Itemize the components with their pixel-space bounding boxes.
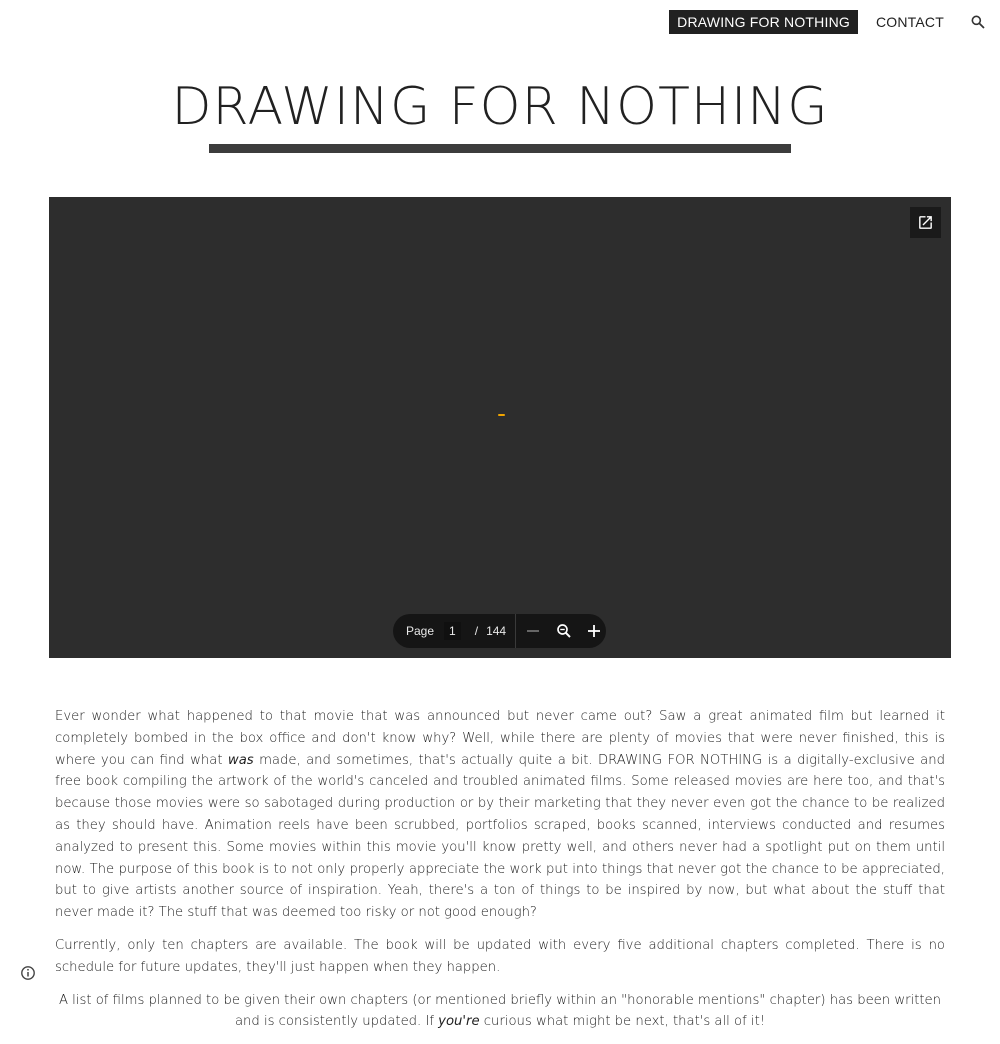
- search-icon[interactable]: [966, 10, 990, 34]
- intro-paragraph: [55, 706, 945, 924]
- page-number-input[interactable]: 1: [444, 622, 461, 640]
- page-separator: /: [474, 624, 479, 638]
- pdf-viewer[interactable]: [49, 197, 951, 658]
- nav-item-contact[interactable]: CONTACT: [875, 14, 944, 30]
- loading-indicator: [498, 414, 505, 416]
- title-underline: [209, 144, 791, 153]
- nav-item-drawing-for-nothing[interactable]: DRAWING FOR NOTHING: [669, 10, 858, 34]
- planned-emphasis: you're: [438, 1014, 480, 1030]
- page-content: [55, 706, 945, 1044]
- zoom-out-icon[interactable]: [521, 619, 545, 643]
- planned-text-2: curious what might be next, that's all of it!: [479, 1014, 766, 1030]
- open-in-new-icon[interactable]: [910, 207, 941, 238]
- page-label: Page: [406, 624, 435, 638]
- total-pages: 144: [486, 624, 507, 638]
- page-title: DRAWING FOR NOTHING: [171, 77, 829, 137]
- planned-text-1: A list of films planned to be given their own chapters (or mentioned briefly within an "honorable mentions" chapter) has been written and is consistently updated. If: [58, 992, 942, 1030]
- page-controls: [393, 614, 606, 648]
- info-icon[interactable]: [20, 965, 36, 981]
- zoom-in-icon[interactable]: [582, 619, 606, 643]
- intro-emphasis: was: [227, 752, 254, 768]
- pager-divider: [515, 614, 516, 648]
- site-nav: [669, 10, 1000, 34]
- intro-text-1: Ever wonder what happened to that movie that was announced but never came out? Saw a great animated film but learned it completely bombed in the box office and don't know why? Well, while there are plenty of movies that were never finished, this is where you can find what: [55, 709, 945, 768]
- chapters-paragraph: Currently, only ten chapters are available. The book will be updated with every five additional chapters completed. There is no schedule for future updates, they'll just happen when they happen.: [55, 937, 945, 975]
- zoom-reset-icon[interactable]: [552, 619, 576, 643]
- planned-films-paragraph: [55, 990, 945, 1034]
- intro-text-2: made, and sometimes, that's actually quite a bit. DRAWING FOR NOTHING is a digitally-exclusive and free book compiling the artwork of the world's canceled and troubled animated films. Some released movies are here too, and that's because those movies were so sabotaged during production or by their marketing that they never even got the chance to be realized as they should have. Animation reels have been scrubbed, portfolios scraped, books scanned, interviews conducted and resumes analyzed to present this. Some movies within this movie you'll know pretty well, and others never had a spotlight put on them until now. The purpose of this book is to not only properly appreciate the work put into things that never got the chance to be appreciated, but to give artists another source of inspiration. Yeah, there's a ton of things to be inspired by now, but what about the stuff that never made it? The stuff that was deemed too risky or not good enough?: [55, 752, 945, 921]
